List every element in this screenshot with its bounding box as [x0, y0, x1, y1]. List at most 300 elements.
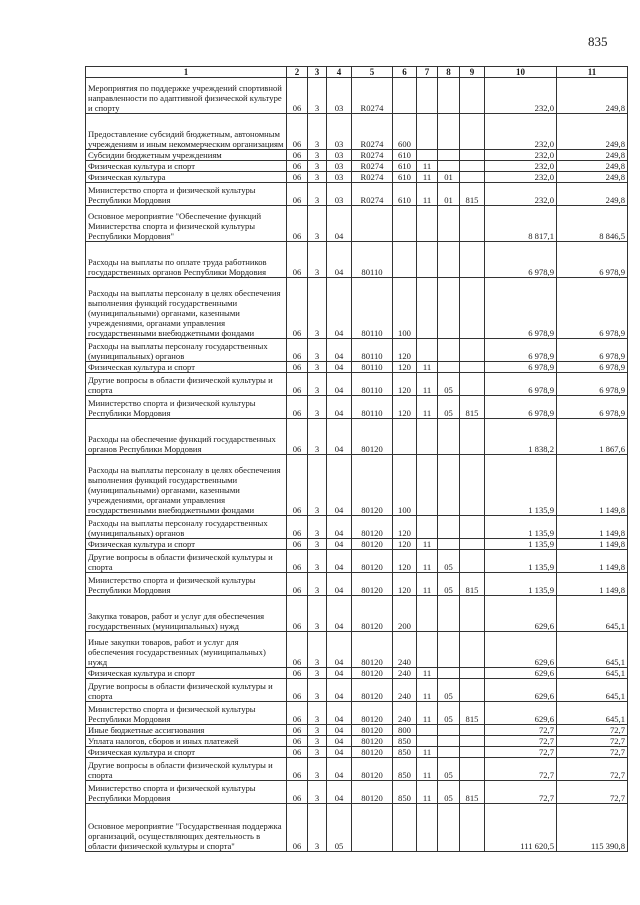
cell-c5: 80120 — [352, 725, 393, 736]
cell-c8: 05 — [438, 573, 460, 596]
cell-c2: 06 — [287, 114, 308, 150]
table-row — [86, 150, 628, 161]
cell-c4: 04 — [327, 396, 352, 419]
cell-c9 — [460, 550, 485, 573]
cell-c5: R0274 — [352, 78, 393, 114]
cell-c6: 610 — [393, 183, 417, 206]
cell-c5 — [352, 206, 393, 242]
row-name: Расходы на выплаты персоналу в целях обеспечения выполнения функций государственными (муниципальными) органами, казенными учреждениями, органами управления государственными внебюджетными фондами — [86, 278, 287, 339]
cell-c7: 11 — [417, 161, 438, 172]
cell-c7: 11 — [417, 758, 438, 781]
cell-c9: 815 — [460, 781, 485, 804]
cell-c3: 3 — [308, 702, 327, 725]
cell-c2: 06 — [287, 373, 308, 396]
cell-c3: 3 — [308, 78, 327, 114]
cell-c10: 6 978,9 — [485, 362, 557, 373]
cell-c11: 6 978,9 — [557, 278, 628, 339]
cell-c9 — [460, 161, 485, 172]
cell-c8 — [438, 516, 460, 539]
cell-c9 — [460, 373, 485, 396]
cell-c5: 80110 — [352, 362, 393, 373]
cell-c10: 629,6 — [485, 632, 557, 668]
cell-c5: R0274 — [352, 161, 393, 172]
cell-c6: 120 — [393, 339, 417, 362]
cell-c5: 80120 — [352, 632, 393, 668]
cell-c4: 03 — [327, 183, 352, 206]
cell-c6: 120 — [393, 373, 417, 396]
table-row — [86, 516, 628, 539]
row-name: Министерство спорта и физической культуры Республики Мордовия — [86, 781, 287, 804]
row-name: Расходы на выплаты персоналу в целях обеспечения выполнения функций государственными (муниципальными) органами, казенными учреждениями, органами управления государственными внебюджетными фондами — [86, 455, 287, 516]
table-row — [86, 702, 628, 725]
cell-c3: 3 — [308, 632, 327, 668]
cell-c5: 80110 — [352, 242, 393, 278]
cell-c6: 610 — [393, 161, 417, 172]
cell-c4: 04 — [327, 278, 352, 339]
cell-c3: 3 — [308, 679, 327, 702]
cell-c3: 3 — [308, 668, 327, 679]
column-header: 11 — [557, 67, 628, 78]
cell-c6: 240 — [393, 679, 417, 702]
cell-c7 — [417, 419, 438, 455]
cell-c3: 3 — [308, 516, 327, 539]
cell-c8 — [438, 78, 460, 114]
cell-c11: 645,1 — [557, 679, 628, 702]
cell-c4: 04 — [327, 747, 352, 758]
table-row — [86, 396, 628, 419]
row-name: Физическая культура и спорт — [86, 362, 287, 373]
cell-c10: 6 978,9 — [485, 278, 557, 339]
cell-c8: 01 — [438, 172, 460, 183]
cell-c2: 06 — [287, 758, 308, 781]
cell-c7: 11 — [417, 396, 438, 419]
cell-c11: 249,8 — [557, 114, 628, 150]
cell-c6: 120 — [393, 550, 417, 573]
cell-c6: 850 — [393, 736, 417, 747]
cell-c7 — [417, 596, 438, 632]
cell-c7: 11 — [417, 362, 438, 373]
cell-c3: 3 — [308, 419, 327, 455]
cell-c4: 04 — [327, 679, 352, 702]
cell-c3: 3 — [308, 242, 327, 278]
cell-c4: 04 — [327, 632, 352, 668]
cell-c6: 100 — [393, 455, 417, 516]
cell-c5: 80120 — [352, 596, 393, 632]
cell-c3: 3 — [308, 183, 327, 206]
cell-c5: R0274 — [352, 172, 393, 183]
cell-c6: 850 — [393, 781, 417, 804]
cell-c8: 05 — [438, 702, 460, 725]
row-name: Закупка товаров, работ и услуг для обеспечения государственных (муниципальных) нужд — [86, 596, 287, 632]
cell-c4: 04 — [327, 206, 352, 242]
cell-c10: 232,0 — [485, 78, 557, 114]
cell-c9 — [460, 679, 485, 702]
cell-c11: 1 149,8 — [557, 455, 628, 516]
cell-c9 — [460, 206, 485, 242]
column-header: 10 — [485, 67, 557, 78]
cell-c11: 6 978,9 — [557, 362, 628, 373]
cell-c10: 72,7 — [485, 758, 557, 781]
row-name: Другие вопросы в области физической культуры и спорта — [86, 679, 287, 702]
cell-c4: 04 — [327, 339, 352, 362]
cell-c6: 100 — [393, 278, 417, 339]
row-name: Физическая культура и спорт — [86, 747, 287, 758]
cell-c10: 1 135,9 — [485, 539, 557, 550]
column-header: 7 — [417, 67, 438, 78]
table-row — [86, 114, 628, 150]
cell-c9 — [460, 632, 485, 668]
cell-c8 — [438, 455, 460, 516]
cell-c9: 815 — [460, 183, 485, 206]
cell-c5: 80110 — [352, 373, 393, 396]
cell-c10: 1 135,9 — [485, 455, 557, 516]
row-name: Расходы на обеспечение функций государственных органов Республики Мордовия — [86, 419, 287, 455]
cell-c5: 80120 — [352, 539, 393, 550]
cell-c10: 6 978,9 — [485, 396, 557, 419]
cell-c9 — [460, 725, 485, 736]
column-header: 3 — [308, 67, 327, 78]
cell-c9 — [460, 668, 485, 679]
cell-c4: 03 — [327, 150, 352, 161]
cell-c7 — [417, 278, 438, 339]
cell-c8: 01 — [438, 183, 460, 206]
cell-c10: 8 817,1 — [485, 206, 557, 242]
cell-c11: 249,8 — [557, 78, 628, 114]
cell-c4: 04 — [327, 736, 352, 747]
row-name: Физическая культура и спорт — [86, 161, 287, 172]
cell-c8 — [438, 161, 460, 172]
cell-c2: 06 — [287, 455, 308, 516]
table-row — [86, 668, 628, 679]
cell-c3: 3 — [308, 114, 327, 150]
cell-c8 — [438, 206, 460, 242]
cell-c9 — [460, 362, 485, 373]
cell-c5: 80120 — [352, 573, 393, 596]
row-name: Предоставление субсидий бюджетным, автономным учреждениям и иным некоммерческим организациям — [86, 114, 287, 150]
cell-c2: 06 — [287, 539, 308, 550]
table-row — [86, 172, 628, 183]
cell-c6: 120 — [393, 516, 417, 539]
table-row — [86, 206, 628, 242]
cell-c2: 06 — [287, 781, 308, 804]
cell-c5: R0274 — [352, 183, 393, 206]
cell-c7 — [417, 78, 438, 114]
table-row — [86, 278, 628, 339]
cell-c2: 06 — [287, 596, 308, 632]
cell-c4: 04 — [327, 758, 352, 781]
cell-c11: 249,8 — [557, 183, 628, 206]
cell-c5: 80110 — [352, 396, 393, 419]
cell-c5: 80120 — [352, 419, 393, 455]
cell-c3: 3 — [308, 804, 327, 852]
row-name: Иные бюджетные ассигнования — [86, 725, 287, 736]
table-row — [86, 781, 628, 804]
cell-c10: 6 978,9 — [485, 242, 557, 278]
cell-c11: 6 978,9 — [557, 396, 628, 419]
cell-c4: 04 — [327, 550, 352, 573]
cell-c11: 6 978,9 — [557, 242, 628, 278]
cell-c2: 06 — [287, 804, 308, 852]
cell-c5: 80110 — [352, 278, 393, 339]
cell-c11: 72,7 — [557, 725, 628, 736]
cell-c8 — [438, 114, 460, 150]
cell-c3: 3 — [308, 206, 327, 242]
cell-c4: 04 — [327, 419, 352, 455]
row-name: Основное мероприятие "Государственная поддержка организаций, осуществляющих деятельность в области физической культуры и спорта" — [86, 804, 287, 852]
cell-c11: 645,1 — [557, 668, 628, 679]
cell-c5: 80120 — [352, 455, 393, 516]
cell-c2: 06 — [287, 573, 308, 596]
cell-c2: 06 — [287, 242, 308, 278]
cell-c8 — [438, 632, 460, 668]
cell-c4: 04 — [327, 373, 352, 396]
cell-c8 — [438, 150, 460, 161]
cell-c6: 120 — [393, 539, 417, 550]
cell-c5: 80120 — [352, 516, 393, 539]
cell-c3: 3 — [308, 362, 327, 373]
cell-c3: 3 — [308, 539, 327, 550]
table-body — [86, 78, 628, 852]
cell-c3: 3 — [308, 725, 327, 736]
cell-c3: 3 — [308, 150, 327, 161]
row-name: Министерство спорта и физической культуры Республики Мордовия — [86, 183, 287, 206]
cell-c6: 800 — [393, 725, 417, 736]
cell-c10: 629,6 — [485, 668, 557, 679]
cell-c3: 3 — [308, 161, 327, 172]
cell-c11: 115 390,8 — [557, 804, 628, 852]
cell-c2: 06 — [287, 419, 308, 455]
cell-c10: 629,6 — [485, 679, 557, 702]
cell-c8 — [438, 419, 460, 455]
row-name: Министерство спорта и физической культуры Республики Мордовия — [86, 702, 287, 725]
table-row — [86, 339, 628, 362]
cell-c3: 3 — [308, 278, 327, 339]
row-name: Субсидии бюджетным учреждениям — [86, 150, 287, 161]
cell-c2: 06 — [287, 183, 308, 206]
cell-c9 — [460, 172, 485, 183]
row-name: Другие вопросы в области физической культуры и спорта — [86, 550, 287, 573]
table-row — [86, 419, 628, 455]
table-row — [86, 78, 628, 114]
cell-c2: 06 — [287, 668, 308, 679]
row-name: Уплата налогов, сборов и иных платежей — [86, 736, 287, 747]
cell-c4: 04 — [327, 668, 352, 679]
cell-c2: 06 — [287, 161, 308, 172]
table-row — [86, 596, 628, 632]
cell-c4: 04 — [327, 725, 352, 736]
cell-c7: 11 — [417, 539, 438, 550]
cell-c7: 11 — [417, 781, 438, 804]
cell-c7: 11 — [417, 183, 438, 206]
cell-c3: 3 — [308, 781, 327, 804]
table-row — [86, 455, 628, 516]
cell-c3: 3 — [308, 455, 327, 516]
table-row — [86, 373, 628, 396]
cell-c2: 06 — [287, 339, 308, 362]
table-row — [86, 632, 628, 668]
cell-c7 — [417, 339, 438, 362]
cell-c6: 240 — [393, 668, 417, 679]
cell-c9 — [460, 78, 485, 114]
row-name: Расходы на выплаты по оплате труда работников государственных органов Республики Мордовия — [86, 242, 287, 278]
cell-c4: 04 — [327, 362, 352, 373]
cell-c11: 72,7 — [557, 736, 628, 747]
cell-c9 — [460, 339, 485, 362]
table-row — [86, 725, 628, 736]
cell-c10: 72,7 — [485, 736, 557, 747]
cell-c11: 249,8 — [557, 161, 628, 172]
column-header: 5 — [352, 67, 393, 78]
cell-c6: 200 — [393, 596, 417, 632]
cell-c10: 1 135,9 — [485, 573, 557, 596]
cell-c11: 6 978,9 — [557, 339, 628, 362]
cell-c3: 3 — [308, 373, 327, 396]
cell-c10: 72,7 — [485, 725, 557, 736]
cell-c6 — [393, 419, 417, 455]
cell-c5: R0274 — [352, 114, 393, 150]
cell-c5: 80120 — [352, 679, 393, 702]
cell-c10: 6 978,9 — [485, 373, 557, 396]
page-number: 835 — [588, 34, 608, 49]
cell-c7 — [417, 804, 438, 852]
cell-c8: 05 — [438, 781, 460, 804]
cell-c2: 06 — [287, 736, 308, 747]
cell-c8: 05 — [438, 679, 460, 702]
cell-c6: 240 — [393, 632, 417, 668]
cell-c7 — [417, 455, 438, 516]
table-row — [86, 679, 628, 702]
cell-c8 — [438, 242, 460, 278]
cell-c10: 232,0 — [485, 150, 557, 161]
cell-c5: 80120 — [352, 550, 393, 573]
cell-c8 — [438, 596, 460, 632]
cell-c11: 6 978,9 — [557, 373, 628, 396]
column-header: 4 — [327, 67, 352, 78]
cell-c10: 1 838,2 — [485, 419, 557, 455]
cell-c2: 06 — [287, 702, 308, 725]
cell-c9: 815 — [460, 702, 485, 725]
cell-c5: 80120 — [352, 747, 393, 758]
cell-c9: 815 — [460, 396, 485, 419]
cell-c9: 815 — [460, 573, 485, 596]
cell-c4: 03 — [327, 78, 352, 114]
row-name: Другие вопросы в области физической культуры и спорта — [86, 758, 287, 781]
cell-c5: 80120 — [352, 736, 393, 747]
cell-c4: 04 — [327, 516, 352, 539]
cell-c7: 11 — [417, 747, 438, 758]
cell-c7 — [417, 114, 438, 150]
cell-c6 — [393, 206, 417, 242]
cell-c5: 80120 — [352, 668, 393, 679]
cell-c10: 232,0 — [485, 183, 557, 206]
row-name: Физическая культура и спорт — [86, 539, 287, 550]
cell-c5: R0274 — [352, 150, 393, 161]
cell-c5: 80120 — [352, 781, 393, 804]
table-row — [86, 183, 628, 206]
cell-c7: 11 — [417, 668, 438, 679]
cell-c3: 3 — [308, 758, 327, 781]
cell-c2: 06 — [287, 150, 308, 161]
cell-c8 — [438, 725, 460, 736]
cell-c8: 05 — [438, 373, 460, 396]
cell-c4: 04 — [327, 242, 352, 278]
cell-c9 — [460, 747, 485, 758]
cell-c9 — [460, 758, 485, 781]
cell-c9 — [460, 736, 485, 747]
row-name: Министерство спорта и физической культуры Республики Мордовия — [86, 396, 287, 419]
cell-c8 — [438, 278, 460, 339]
cell-c9 — [460, 114, 485, 150]
table-row — [86, 758, 628, 781]
cell-c11: 8 846,5 — [557, 206, 628, 242]
cell-c8: 05 — [438, 396, 460, 419]
cell-c3: 3 — [308, 550, 327, 573]
cell-c8 — [438, 339, 460, 362]
cell-c11: 1 149,8 — [557, 573, 628, 596]
cell-c3: 3 — [308, 573, 327, 596]
cell-c2: 06 — [287, 679, 308, 702]
cell-c4: 04 — [327, 781, 352, 804]
cell-c2: 06 — [287, 632, 308, 668]
cell-c8: 05 — [438, 758, 460, 781]
cell-c9 — [460, 419, 485, 455]
row-name: Физическая культура — [86, 172, 287, 183]
cell-c4: 04 — [327, 455, 352, 516]
cell-c7 — [417, 516, 438, 539]
column-header: 2 — [287, 67, 308, 78]
cell-c4: 04 — [327, 702, 352, 725]
cell-c7: 11 — [417, 702, 438, 725]
cell-c7: 11 — [417, 373, 438, 396]
cell-c10: 1 135,9 — [485, 516, 557, 539]
cell-c6: 600 — [393, 114, 417, 150]
cell-c3: 3 — [308, 747, 327, 758]
cell-c11: 72,7 — [557, 758, 628, 781]
cell-c8: 05 — [438, 550, 460, 573]
cell-c9 — [460, 242, 485, 278]
cell-c8 — [438, 736, 460, 747]
budget-table — [85, 66, 628, 852]
table-header-row — [86, 67, 628, 78]
row-name: Расходы на выплаты персоналу государственных (муниципальных) органов — [86, 339, 287, 362]
cell-c10: 232,0 — [485, 161, 557, 172]
table-row — [86, 573, 628, 596]
cell-c4: 04 — [327, 539, 352, 550]
table-row — [86, 736, 628, 747]
cell-c3: 3 — [308, 339, 327, 362]
cell-c8 — [438, 362, 460, 373]
cell-c6: 610 — [393, 150, 417, 161]
cell-c10: 232,0 — [485, 114, 557, 150]
cell-c4: 05 — [327, 804, 352, 852]
cell-c10: 1 135,9 — [485, 550, 557, 573]
cell-c8 — [438, 539, 460, 550]
cell-c10: 232,0 — [485, 172, 557, 183]
cell-c7 — [417, 736, 438, 747]
cell-c5: 80110 — [352, 339, 393, 362]
cell-c6: 240 — [393, 702, 417, 725]
cell-c11: 72,7 — [557, 781, 628, 804]
table-row — [86, 539, 628, 550]
row-name: Расходы на выплаты персоналу государственных (муниципальных) органов — [86, 516, 287, 539]
table-row — [86, 161, 628, 172]
table-row — [86, 362, 628, 373]
cell-c11: 645,1 — [557, 596, 628, 632]
table-row — [86, 242, 628, 278]
cell-c6: 850 — [393, 758, 417, 781]
cell-c7: 11 — [417, 172, 438, 183]
row-name: Другие вопросы в области физической культуры и спорта — [86, 373, 287, 396]
